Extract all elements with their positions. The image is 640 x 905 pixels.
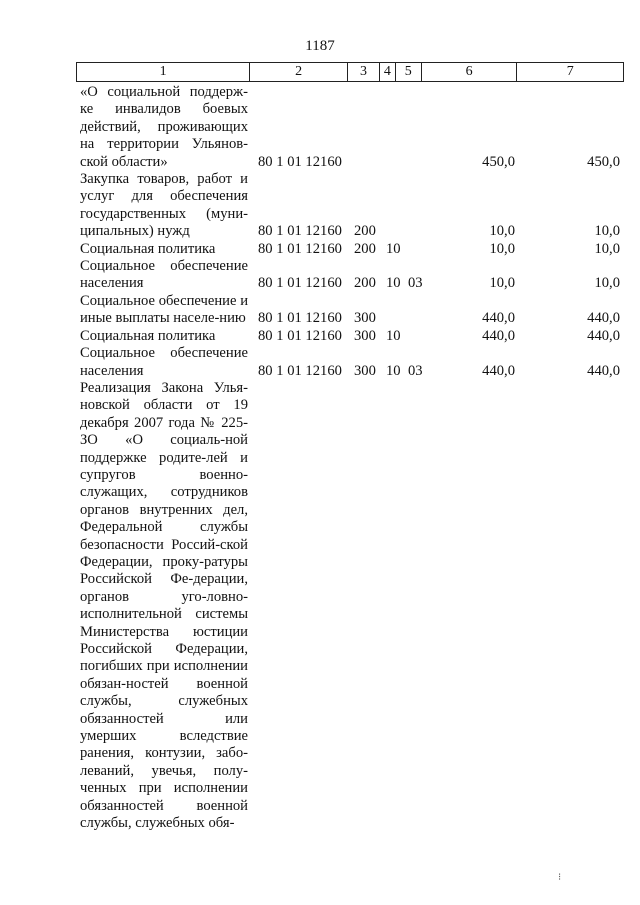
row-expense-type: 300 <box>354 327 376 344</box>
row-value-col6: 440,0 <box>482 327 515 344</box>
row-name: Социальное обеспечение населения <box>80 258 248 292</box>
row-expense-type: 200 <box>354 223 376 240</box>
table-row <box>80 380 620 833</box>
row-section: 10 <box>386 275 401 292</box>
row-code: 80 1 01 12160 <box>258 362 342 379</box>
row-value-col6: 10,0 <box>489 275 515 292</box>
row-value-col6: 440,0 <box>482 310 515 327</box>
row-value-col7: 440,0 <box>587 327 620 344</box>
row-subsection: 03 <box>408 275 423 292</box>
column-header-2: 2 <box>250 63 348 81</box>
column-header-4: 4 <box>380 63 396 81</box>
row-code: 80 1 01 12160 <box>258 223 342 240</box>
row-code: 80 1 01 12160 <box>258 275 342 292</box>
row-expense-type: 200 <box>354 275 376 292</box>
row-expense-type: 300 <box>354 362 376 379</box>
row-name: Закупка товаров, работ и услуг для обеспечения государственных (муни-ципальных) нужд <box>80 171 248 240</box>
column-header-1: 1 <box>77 63 250 81</box>
row-value-col6: 10,0 <box>489 223 515 240</box>
row-name: Социальная политика <box>80 240 216 257</box>
row-code: 80 1 01 12160 <box>258 310 342 327</box>
scan-speck-mark: ⁝ <box>558 872 562 883</box>
row-value-col7: 10,0 <box>594 223 620 240</box>
row-value-col6: 10,0 <box>489 240 515 257</box>
table-row <box>80 84 620 171</box>
row-expense-type: 200 <box>354 240 376 257</box>
column-header-6: 6 <box>422 63 518 81</box>
table-row <box>80 258 620 293</box>
row-name: Реализация Закона Улья-новской области от 19 декабря 2007 года № 225-ЗО «О социаль-ной поддержке родите-лей и супругов военно-служащих, сотрудников органов внутренних дел, Федеральной службы безопасности Россий-ской Федерации, проку-ратуры Российской Фе-дерации, органов уго-ловно-исполнительной системы Министерства юстиции Российской Федерации, погибших при исполнении обязан-ностей военной службы, служебных обязанностей или умерших вследствие ранения, контузии, забо-леваний, увечья, полу-ченных при исполнении обязанностей военной службы, служебных обя- <box>80 379 248 832</box>
row-expense-type: 300 <box>354 310 376 327</box>
table-body <box>80 84 620 832</box>
row-name: «О социальной поддерж-ке инвалидов боевых действий, проживающих на территории Ульянов-ской области» <box>80 84 248 170</box>
row-name: Социальная политика <box>80 327 216 344</box>
column-header-3: 3 <box>348 63 380 81</box>
row-name: Социальное обеспечение населения <box>80 345 248 379</box>
row-code: 80 1 01 12160 <box>258 327 342 344</box>
row-value-col6: 450,0 <box>482 153 515 170</box>
table-row <box>80 171 620 241</box>
column-header-7: 7 <box>566 64 574 79</box>
row-code: 80 1 01 12160 <box>258 240 342 257</box>
row-value-col7: 440,0 <box>587 310 620 327</box>
table-row <box>80 345 620 380</box>
row-value-col6: 440,0 <box>482 362 515 379</box>
row-section: 10 <box>386 327 401 344</box>
table-row <box>80 328 620 345</box>
column-header-5: 5 <box>396 63 422 81</box>
row-name: Социальное обеспечение и иные выплаты населе-нию <box>80 292 248 327</box>
table-row <box>80 293 620 328</box>
row-subsection: 03 <box>408 362 423 379</box>
row-section: 10 <box>386 240 401 257</box>
page-number: 1187 <box>305 38 335 54</box>
row-section: 10 <box>386 362 401 379</box>
row-code: 80 1 01 12160 <box>258 153 342 170</box>
row-value-col7: 440,0 <box>587 362 620 379</box>
table-row <box>80 241 620 258</box>
row-value-col7: 10,0 <box>594 275 620 292</box>
column-header-row <box>76 62 624 82</box>
row-value-col7: 450,0 <box>587 153 620 170</box>
row-value-col7: 10,0 <box>594 240 620 257</box>
